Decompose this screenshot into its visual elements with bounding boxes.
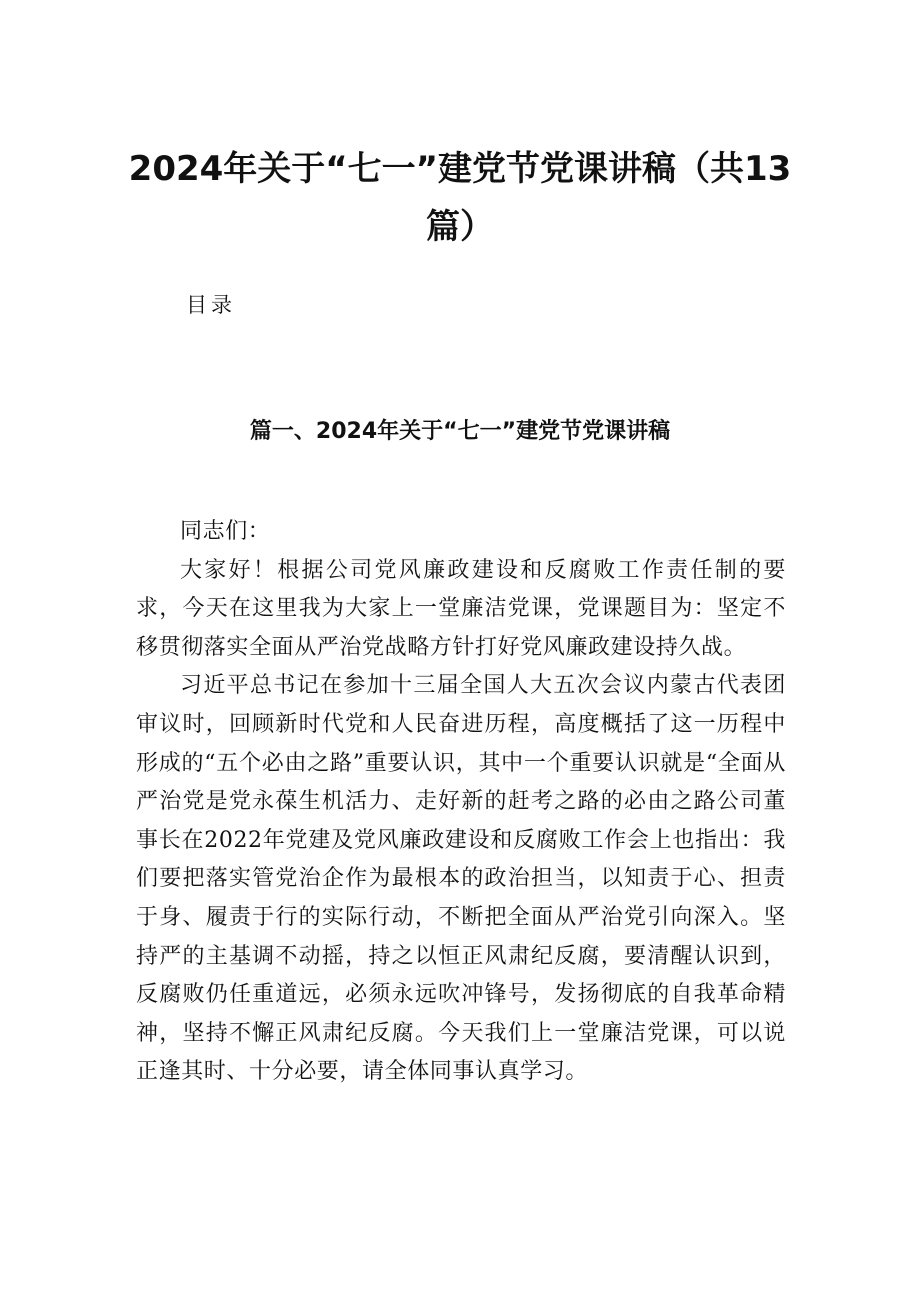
salutation-paragraph: 同志们： [180,519,271,544]
document-body [136,513,786,1092]
document-title-line-1: 2024年关于“七一”建党节党课讲稿（共13 [128,149,792,189]
table-of-contents-label: 目录 [186,293,236,317]
document-title-line-2: 篇） [426,207,494,247]
body-paragraph: 习近平总书记在参加十三届全国人大五次会议内蒙古代表团审议时，回顾新时代党和人民奋进历程，高度概括了这一历程中形成的“五个必由之路”重要认识，其中一个重要认识就是“全面从严治党是党永葆生机活力、走好新的赶考之路的必由之路公司董事长在2022年党建及党风廉政建设和反腐败工作会上也指出：我们要把落实管党治企作为最根本的政治担当，以知责于心、担责于身、履责于行的实际行动，不断把全面从严治党引向深入。坚持严的主基调不动摇，持之以恒正风肃纪反腐，要清醒认识到，反腐败仍任重道远，必须永远吹冲锋号，发扬彻底的自我革命精神，坚持不懈正风肃纪反腐。今天我们上一堂廉洁党课，可以说正逢其时、十分必要，请全体同事认真学习。 [136,673,786,1085]
body-paragraph: 大家好！根据公司党风廉政建设和反腐败工作责任制的要求，今天在这里我为大家上一堂廉洁党课，党课题目为：坚定不移贯彻落实全面从严治党战略方针打好党风廉政建设持久战。 [136,557,786,660]
document-title [100,140,820,256]
section-heading: 篇一、2024年关于“七一”建党节党课讲稿 [249,419,671,444]
